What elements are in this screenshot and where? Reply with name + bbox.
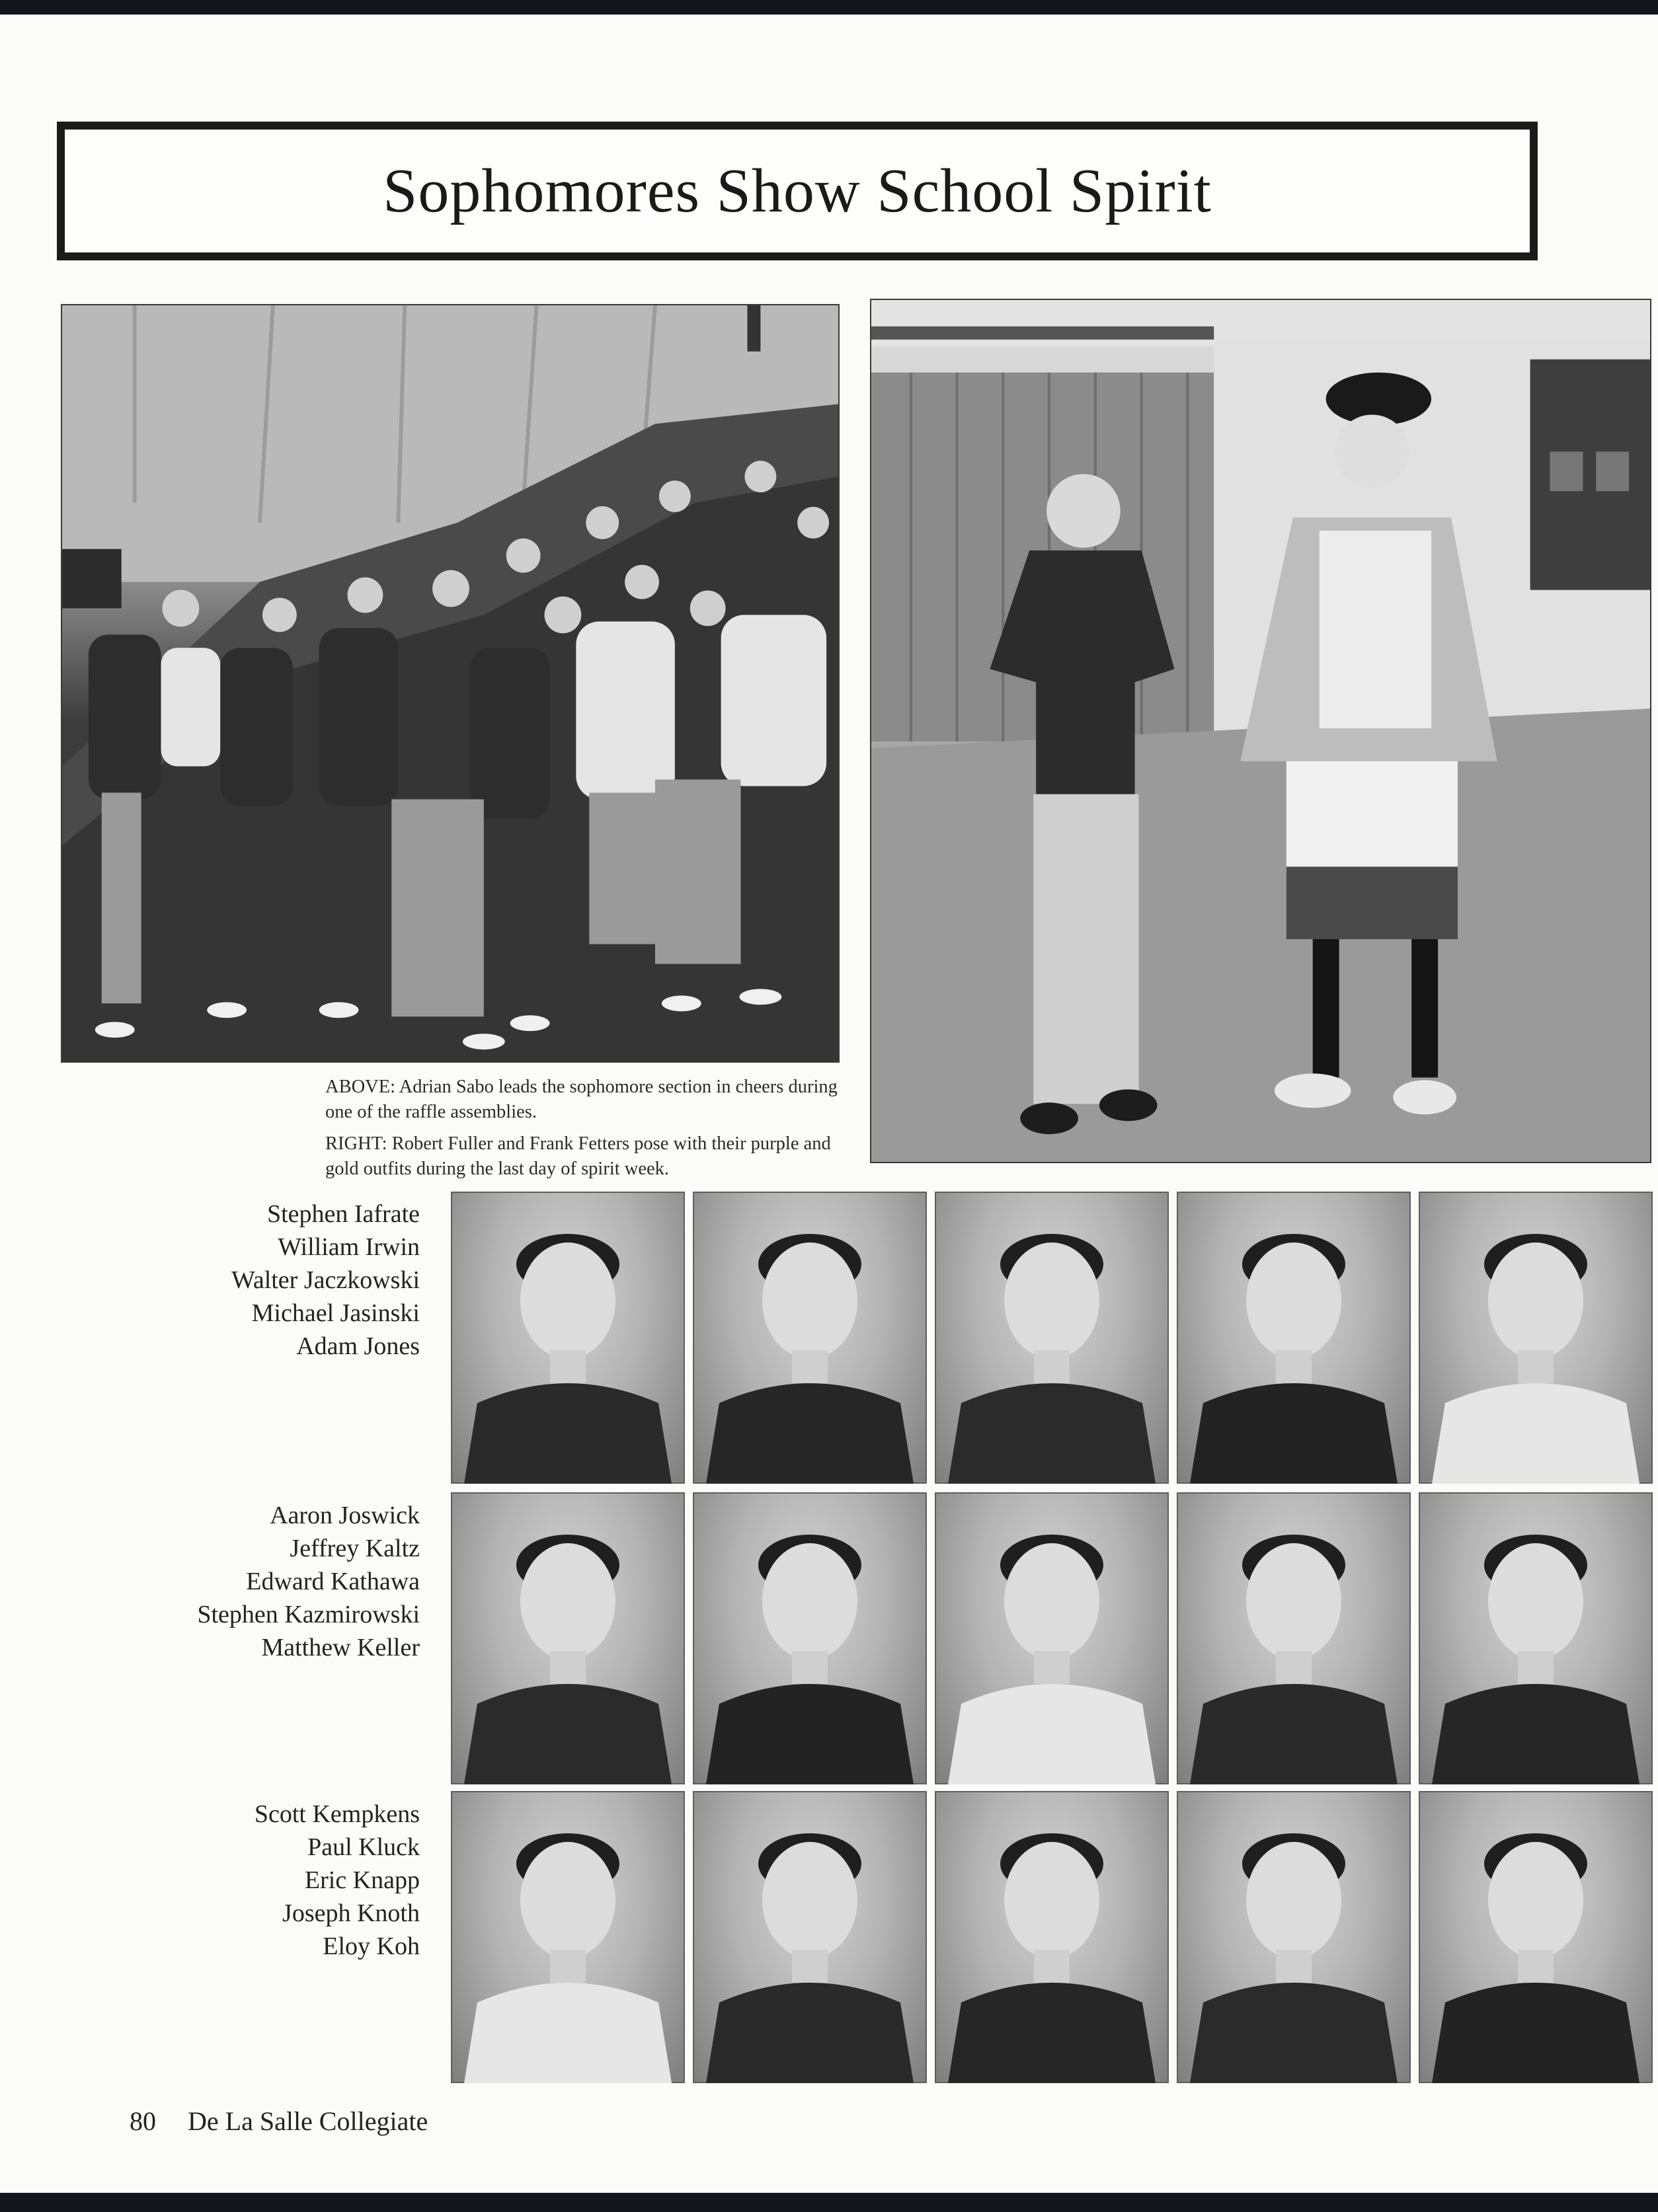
scan-edge-top	[0, 0, 1658, 15]
student-name: Matthew Keller	[261, 1634, 420, 1661]
title-banner	[57, 122, 1538, 260]
row-2-names	[99, 1499, 420, 1664]
student-name: Jeffrey Kaltz	[290, 1535, 420, 1562]
row-3-names	[99, 1798, 420, 1963]
caption-right: RIGHT: Robert Fuller and Frank Fetters pose with their purple and gold outfits during the last day of spirit week.	[325, 1133, 831, 1179]
page-title: Sophomores Show School Spirit	[383, 157, 1212, 225]
school-name: De La Salle Collegiate	[188, 2106, 428, 2136]
hallway-photo	[870, 299, 1651, 1163]
student-portrait	[935, 1791, 1169, 2083]
photo-captions	[325, 1075, 841, 1188]
scan-edge-bottom	[0, 2193, 1658, 2212]
student-name: Joseph Knoth	[282, 1899, 420, 1927]
rally-photo	[61, 304, 840, 1063]
student-portrait	[935, 1192, 1169, 1484]
student-name: Adam Jones	[296, 1332, 420, 1360]
student-name: William Irwin	[278, 1233, 420, 1261]
student-portrait	[693, 1192, 927, 1484]
hallway-photo-illustration	[871, 300, 1650, 1162]
student-name: Edward Kathawa	[246, 1568, 420, 1595]
student-portrait	[1177, 1492, 1411, 1784]
student-portrait	[451, 1192, 685, 1484]
student-name: Aaron Joswick	[270, 1502, 420, 1529]
student-portrait	[693, 1492, 927, 1784]
student-name: Walter Jaczkowski	[231, 1266, 420, 1294]
student-portrait	[1177, 1791, 1411, 2083]
student-portrait	[1177, 1192, 1411, 1484]
student-name: Eric Knapp	[304, 1866, 420, 1894]
student-portrait	[935, 1492, 1169, 1784]
student-name: Eloy Koh	[323, 1932, 420, 1960]
student-name: Paul Kluck	[307, 1833, 420, 1861]
caption-above: ABOVE: Adrian Sabo leads the sophomore section in cheers during one of the raffle assemblies.	[325, 1077, 838, 1122]
student-name: Stephen Iafrate	[266, 1200, 420, 1228]
student-portrait	[1419, 1492, 1653, 1784]
row-1-names	[99, 1198, 420, 1363]
student-portrait	[1419, 1791, 1653, 2083]
page-footer	[130, 2106, 428, 2137]
student-name: Scott Kempkens	[254, 1800, 420, 1828]
student-portrait	[451, 1492, 685, 1784]
student-name: Stephen Kazmirowski	[197, 1601, 420, 1628]
student-name: Michael Jasinski	[251, 1299, 420, 1327]
page-number: 80	[130, 2106, 156, 2136]
student-portrait	[451, 1791, 685, 2083]
student-portrait	[1419, 1192, 1653, 1484]
rally-photo-illustration	[62, 305, 838, 1061]
student-portrait	[693, 1791, 927, 2083]
